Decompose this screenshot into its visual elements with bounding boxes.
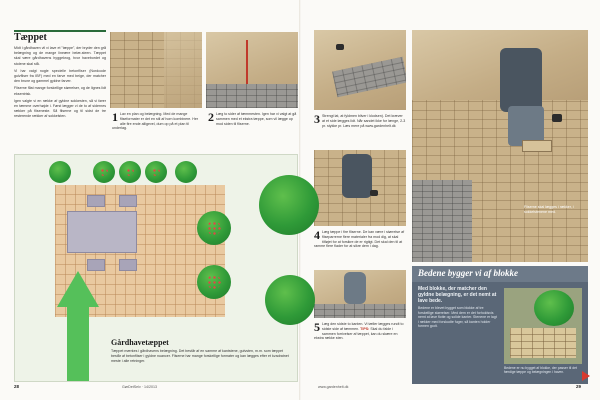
right-footer-url: www.gardenhelt.dk [318, 385, 349, 389]
left-footer-text: GørDetSelv · 14/2013 [122, 385, 157, 389]
left-page-number: 28 [14, 384, 19, 389]
berry-tree-icon [197, 211, 231, 245]
entrance-arrow-stem [67, 305, 89, 381]
main-photo-caption: Fliserne skal lægges i rækker, i sokkelstenene med. [524, 205, 574, 214]
sidebar-title: Bedene bygger vi af blokke [418, 268, 518, 278]
right-page-number: 29 [576, 384, 581, 389]
tree-icon [259, 175, 319, 235]
sidebar-lead: Med blokke, der matcher den gyldne belægning, er det nemt at lave bede. [418, 286, 497, 304]
main-photo [412, 30, 588, 262]
step-3-text: Strengt lat, at fyldmen bliver i klodsen). Det kræver at et side lægges lidt. Når sandet ikke for længe, 2-3 pr. stykke pr. Læs mere på www.gardenhelt.dk [322, 114, 406, 128]
chair [87, 259, 105, 271]
step-4-number: 4 [314, 228, 320, 242]
intro-paragraph: Vi har valgt nogle specielle betonfliser (Nordcode gulvfliser fra IBF) med en farve med beige, der matcher den brune og gammel gyldne farver. [14, 68, 106, 84]
step-2-text: Læg to sider af tæmmesten. Igen har vi valgt at gå sammen med et ekstra tæppe, som vil lægge op mod siden til fliserne. [216, 112, 297, 126]
step-5-text: Læg den sidste to kanten. Vi tæller lægges rundt to sidste side af tæmmen. [322, 322, 404, 331]
step-2-number: 2 [208, 110, 214, 124]
berry-tree-icon [197, 265, 231, 299]
article-title: Tæppet [14, 32, 47, 43]
garden-plan-drawing [14, 154, 298, 382]
step-1-photo [110, 32, 202, 108]
step-2-caption [208, 112, 300, 126]
step-4-caption [314, 230, 406, 249]
step-5-photo [314, 270, 406, 318]
shrub-icon [175, 161, 197, 183]
step-1-text: Lav en plan og belægning. Med de mange fliseformater er det en stil af horn kombinere. Her alle fire ende alligevel, dum op på et plan til underlag. [112, 112, 199, 131]
tree-icon [265, 275, 315, 325]
chair [87, 195, 105, 207]
berry-shrub-icon [119, 161, 141, 183]
sidebar-title-bar [412, 266, 588, 282]
entrance-arrow-icon [57, 271, 99, 307]
sidebar-text: Bedene er blevet bygget som blokke af tre forskellige størrelser. Med dem er det forholdsvis nemt at lave flotte og solide kanter. Stenene er lagt i rækker med forskudte fuger, så kanten holder formen godt. [418, 306, 497, 329]
step-5-caption [314, 322, 406, 341]
step-1-caption [112, 112, 204, 131]
step-3-number: 3 [314, 112, 320, 126]
intro-paragraph: Midt i gårdhaven vil vi lave et "tæppe", der bryder den grå belægning og de mange lineære belæ-steen. Tæppet skal være gårdhavens hyggekrog, hvor havebordet og stolene skal stå. [14, 46, 106, 66]
step-3-photo [314, 30, 406, 110]
blocks-photo-caption: Bedene er nu bygget af blokke, der passer til det færdige tæppe og belægningen i haven. [504, 366, 577, 375]
intro-text [14, 46, 106, 122]
next-page-arrow-icon[interactable] [582, 371, 590, 381]
berry-shrub-icon [145, 161, 167, 183]
step-1-number: 1 [112, 110, 118, 124]
plan-title: Gårdhavetæppet [111, 338, 169, 347]
step-5-number: 5 [314, 320, 320, 334]
berry-shrub-icon [93, 161, 115, 183]
step-2-photo [206, 32, 298, 108]
step-3-caption [314, 114, 406, 128]
shrub-icon [49, 161, 71, 183]
step-4-text: Læg tæppe i fire fliserne. De kan være i størrelse af fliseparrerne flere materialer fra mod dig, at skal tilføjet for at forsikre de er rigtigt. Det skal den til at ramme flere flader for at sikre dem i dag. [314, 230, 405, 249]
plan-text: Tæppet mærkes i gårdhavens belægning. Det består af en samme af kantstene, gulvsten, m.m. som tæppet består af betonfliser i gyldne nuancer. Fliserne har mange forskellige formater og kan lægges efter et kvadratnet meste i alle retninger. [111, 349, 289, 363]
article-title-box [14, 30, 106, 42]
step-5-tip-label: TIPS: [360, 326, 370, 331]
step-5-tip: Skal du falde i sammen forrivelser af tæppet, kan du skære en ekstra række sten. [314, 326, 398, 341]
step-4-photo [314, 150, 406, 226]
blocks-sidebar-box [412, 266, 588, 384]
chair [119, 195, 137, 207]
garden-table [67, 211, 137, 253]
blocks-photo [504, 288, 582, 364]
intro-paragraph: Fliserne fåst mange forskellige størrelser, og de lignes lidt eksentrisk. [14, 86, 106, 96]
chair [119, 259, 137, 271]
intro-paragraph: Igen valgte vi en række af gyldne sokkesten, så vi fører en tæmme overhøjde i. Først lægger vi de to af sidernes rækker på fliseneste. Så fliserne og til sidst de tre resterende rækker af sokkelsten. [14, 98, 106, 119]
